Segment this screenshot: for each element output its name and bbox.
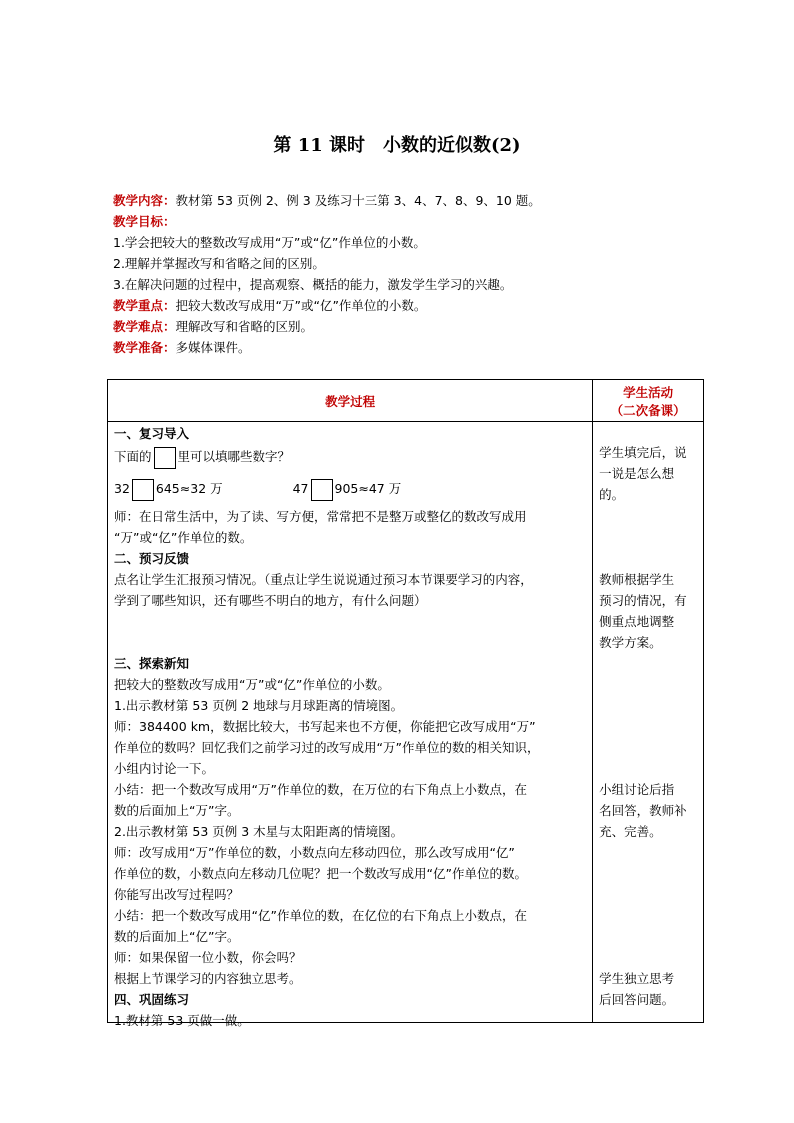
text-line: 小结：把一个数改写成用“亿”作单位的数，在亿位的右下角点上小数点，在: [114, 908, 527, 923]
info-line: 教学内容：教材第 53 页例 2、例 3 及练习十三第 3、4、7、8、9、10 题。: [113, 193, 541, 208]
info-line: 1.学会把较大的整数改写成用“万”或“亿”作单位的小数。: [113, 235, 426, 250]
text-line: 作单位的数，小数点向左移动几位呢？把一个数改写成用“亿”作单位的数。: [114, 866, 527, 881]
blank-box: [132, 479, 154, 501]
question-line: 下面的 里可以填哪些数字？: [114, 446, 290, 469]
activity-line: 学生独立思考: [599, 971, 675, 986]
text-line: 把较大的整数改写成用“万”或“亿”作单位的小数。: [114, 677, 390, 692]
text-line: “万”或“亿”作单位的数。: [114, 530, 253, 545]
header-student-activity: 学生活动 （二次备课）: [593, 380, 704, 422]
lesson-info: [113, 190, 713, 358]
section-heading: 二、预习反馈: [114, 551, 190, 566]
activity-line: 侧重点地调整: [599, 614, 675, 629]
activity-line: 充、完善。: [599, 824, 662, 839]
activity-line: 小组讨论后指: [599, 782, 675, 797]
text-line: 师：在日常生活中，为了读、写方便，常常把不是整万或整亿的数改写成用: [114, 509, 527, 524]
text-line: 1.教材第 53 页做一做。: [114, 1013, 250, 1028]
text-line: 师：384400 km，数据比较大，书写起来也不方便，你能把它改写成用“万”: [114, 719, 536, 734]
activity-line: 教师根据学生: [599, 572, 675, 587]
text-line: 师：改写成用“万”作单位的数，小数点向左移动四位，那么改写成用“亿”: [114, 845, 515, 860]
blank-box: [311, 479, 333, 501]
text-line: 根据上节课学习的内容独立思考。: [114, 971, 302, 986]
section-heading: 四、巩固练习: [114, 992, 190, 1007]
header-teaching-process: 教学过程: [108, 380, 593, 422]
text-line: 1.出示教材第 53 页例 2 地球与月球距离的情境图。: [114, 698, 404, 713]
text-line: 小结：把一个数改写成用“万”作单位的数，在万位的右下角点上小数点，在: [114, 782, 527, 797]
text-line: 数的后面加上“万”字。: [114, 803, 240, 818]
info-line: 教学重点：把较大数改写成用“万”或“亿”作单位的小数。: [113, 298, 427, 313]
text-line: 学到了哪些知识，还有哪些不明白的地方，有什么问题）: [114, 593, 427, 608]
student-activity-cell: [593, 422, 704, 1023]
activity-line: 学生填完后，说: [599, 445, 687, 460]
activity-line: 一说是怎么想: [599, 466, 675, 481]
text-line: 师：如果保留一位小数，你会吗？: [114, 950, 302, 965]
text-line: 作单位的数吗？回忆我们之前学习过的改写成用“万”作单位的数的相关知识，: [114, 740, 540, 755]
activity-line: 的。: [599, 487, 625, 502]
info-line: 教学难点：理解改写和省略的区别。: [113, 319, 314, 334]
info-line: 教学目标：: [113, 214, 176, 229]
activity-line: 后回答问题。: [599, 992, 675, 1007]
activity-line: 教学方案。: [599, 635, 662, 650]
text-line: 2.出示教材第 53 页例 3 木星与太阳距离的情境图。: [114, 824, 404, 839]
teaching-process-table: [107, 379, 704, 1028]
text-line: 点名让学生汇报预习情况。（重点让学生说说通过预习本节课要学习的内容，: [114, 572, 533, 587]
info-line: 3.在解决问题的过程中，提高观察、概括的能力，激发学生学习的兴趣。: [113, 277, 513, 292]
activity-line: 预习的情况，有: [599, 593, 687, 608]
blank-box: [154, 447, 176, 469]
activity-line: 名回答，教师补: [599, 803, 687, 818]
text-line: 数的后面加上“亿”字。: [114, 929, 240, 944]
text-line: 小组内讨论一下。: [114, 761, 215, 776]
page-title: 第 11 课时 小数的近似数(2): [273, 135, 521, 156]
info-line: 2.理解并掌握改写和省略之间的区别。: [113, 256, 325, 271]
teaching-process-cell: [108, 422, 593, 1028]
text-line: 你能写出改写过程吗？: [114, 887, 240, 902]
info-line: 教学准备：多媒体课件。: [113, 340, 251, 355]
example-line: 32 645≈32 万 47 905≈47 万: [114, 478, 401, 501]
section-heading: 一、复习导入: [114, 426, 190, 441]
section-heading: 三、探索新知: [114, 656, 190, 671]
